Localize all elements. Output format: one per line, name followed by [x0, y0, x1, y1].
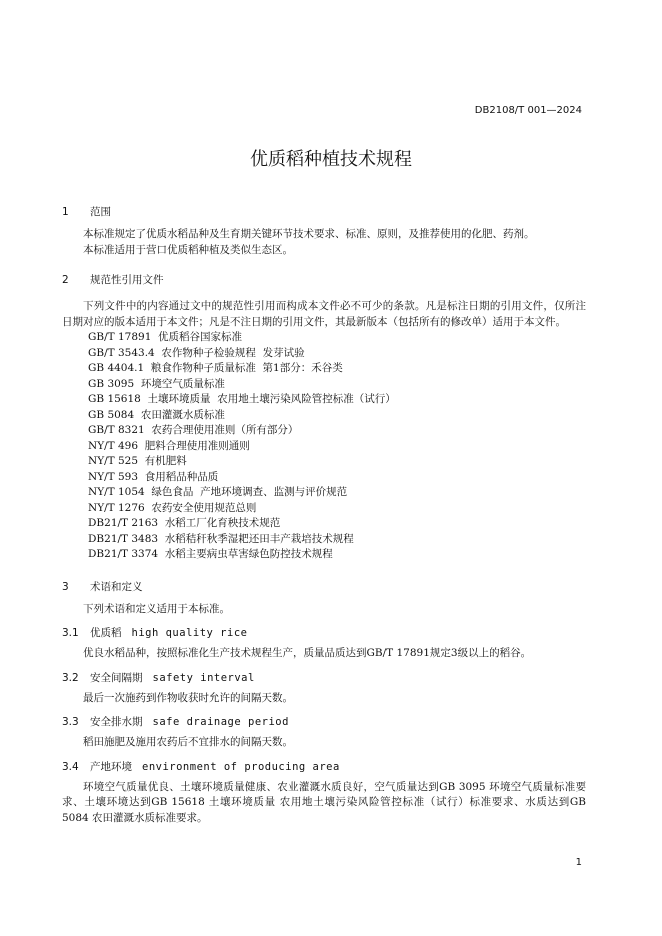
section-title: 术语和定义 — [90, 580, 143, 593]
section-heading-normative-references — [62, 272, 586, 287]
reference-item: GB/T 8321 农药合理使用准则（所有部分） — [88, 424, 299, 436]
reference-item: NY/T 1276 农药安全使用规范总则 — [88, 501, 257, 514]
reference-item: DB21/T 2163 水稻工厂化育秧技术规范 — [88, 517, 281, 529]
section-number: 2 — [62, 274, 69, 286]
term-heading — [62, 759, 586, 774]
paragraph: 本标准适用于营口优质稻种植及类似生态区。 — [83, 243, 293, 256]
paragraph: 下列术语和定义适用于本标准。 — [83, 602, 230, 615]
term-definition: 稻田施肥及施用农药后不宜排水的间隔天数。 — [83, 736, 293, 748]
term-name: 产地环境 — [90, 760, 132, 773]
reference-item: GB 15618 土壤环境质量 农用地土壤污染风险管控标准（试行） — [88, 393, 396, 405]
term-number: 3.3 — [62, 716, 79, 728]
reference-item: GB 3095 环境空气质量标准 — [88, 377, 225, 390]
section-heading-terms — [62, 579, 586, 594]
term-english: high quality rice — [131, 627, 248, 639]
section-title: 范围 — [90, 206, 111, 218]
term-number: 3.1 — [62, 627, 79, 639]
term-number: 3.2 — [62, 671, 79, 684]
paragraph: 下列文件中的内容通过文中的规范性引用而构成本文件必不可少的条款。凡是标注日期的引用文件，仅所注日期对应的版本适用于本文件；凡是不注日期的引用文件，其最新版本（包括所有的修改单）适用于本文件。 — [62, 300, 586, 328]
reference-item: GB 5084 农田灌溉水质标准 — [88, 408, 225, 421]
term-heading — [62, 670, 586, 685]
section-heading-scope — [62, 204, 586, 219]
reference-item: NY/T 496 肥料合理使用准则通则 — [88, 439, 250, 452]
term-english: safety interval — [152, 671, 255, 684]
term-heading — [62, 625, 586, 640]
reference-item: NY/T 593 食用稻品种品质 — [88, 470, 219, 483]
section-number: 1 — [62, 206, 69, 218]
term-name: 优质稻 — [90, 627, 122, 639]
reference-item: GB 4404.1 粮食作物种子质量标准 第1部分：禾谷类 — [88, 362, 343, 374]
term-english: environment of producing area — [142, 760, 340, 773]
term-definition: 最后一次施药到作物收获时允许的间隔天数。 — [83, 691, 293, 704]
paragraph: 本标准规定了优质水稻品种及生育期关键环节技术要求、标准、原则，及推荐使用的化肥、药剂。 — [83, 228, 535, 240]
reference-item: GB/T 3543.4 农作物种子检验规程 发芽试验 — [88, 346, 305, 359]
reference-item: GB/T 17891 优质稻谷国家标准 — [88, 331, 243, 343]
term-heading — [62, 714, 586, 729]
term-english: safe drainage period — [152, 716, 289, 728]
term-number: 3.4 — [62, 760, 79, 773]
document-code: DB2108/T 001—2024 — [474, 105, 582, 116]
section-number: 3 — [62, 580, 69, 593]
reference-list — [62, 330, 586, 563]
document-body — [62, 190, 586, 826]
term-name: 安全排水期 — [90, 716, 143, 728]
page-number: 1 — [575, 857, 582, 868]
reference-item: NY/T 525 有机肥料 — [88, 455, 187, 467]
term-definition: 环境空气质量优良、土壤环境质量健康、农业灌溉水质良好，空气质量达到GB 3095 环境空气质量标准要求、土壤环境达到GB 15618 土壤环境质量 农用地土壤污染风险管控标准（试行）标准要求、水质达到GB 5084 农田灌溉水质标准要求。 — [62, 780, 586, 824]
term-name: 安全间隔期 — [90, 671, 143, 684]
document-title: 优质稻种植技术规程 — [250, 149, 412, 170]
reference-item: NY/T 1054 绿色食品 产地环境调查、监测与评价规范 — [88, 486, 348, 498]
term-definition: 优良水稻品种，按照标准化生产技术规程生产，质量品质达到GB/T 17891规定3级以上的稻谷。 — [83, 647, 532, 659]
section-title: 规范性引用文件 — [90, 274, 164, 286]
reference-item: DB21/T 3483 水稻秸秆秋季湿耙还田丰产栽培技术规程 — [88, 532, 354, 545]
reference-item: DB21/T 3374 水稻主要病虫草害绿色防控技术规程 — [88, 548, 333, 560]
